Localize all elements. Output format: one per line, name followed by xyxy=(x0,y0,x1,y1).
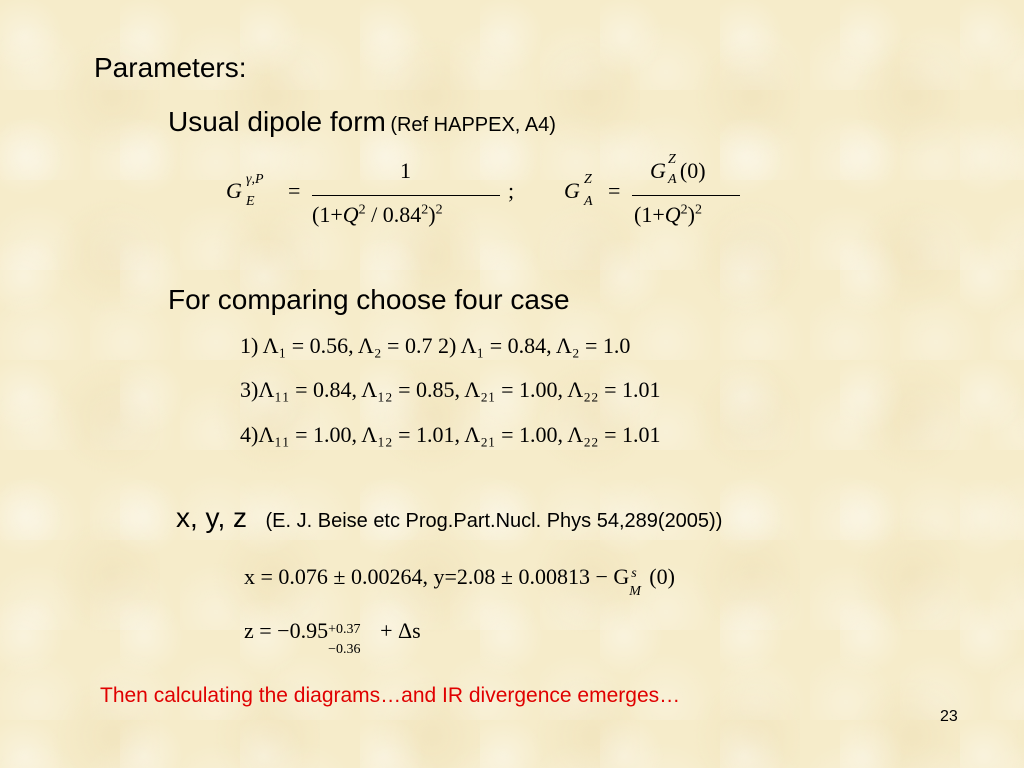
z-equation: z = −0.95 +0.37 −0.36 + Δs xyxy=(244,618,421,657)
ge-fraction-bar xyxy=(312,195,500,196)
ge-numerator: 1 xyxy=(400,158,411,183)
slide-heading: Parameters: xyxy=(94,52,247,83)
ga-fraction-bar xyxy=(632,195,740,196)
ge-semicolon: ; xyxy=(508,178,515,203)
xyz-reference: (E. J. Beise etc Prog.Part.Nucl. Phys 54,289(2005)) xyxy=(265,510,723,532)
xyz-line xyxy=(176,502,722,534)
ge-lhs: G γ,P E xyxy=(226,172,264,209)
dipole-title: Usual dipole form xyxy=(168,106,386,137)
ge-denominator: $(1+Q^2 / 0.84^2)^2$ xyxy=(312,202,443,227)
case-line-1: 1) Λ₁ = 0.56, Λ₂ = 0.7 2) Λ₁ = 0.84, Λ₂ = 1.0 xyxy=(240,333,631,358)
case-line-2: 3)Λ₁₁ = 0.84, Λ₁₂ = 0.85, Λ₂₁ = 1.00, Λ₂₂ = 1.01 xyxy=(240,377,661,402)
xyz-label: x, y, z xyxy=(176,502,248,533)
footer-note: Then calculating the diagrams…and IR divergence emerges… xyxy=(100,684,681,707)
case-line-3: 4)Λ₁₁ = 1.00, Λ₁₂ = 1.01, Λ₂₁ = 1.00, Λ₂₂ = 1.01 xyxy=(240,422,661,447)
ga-equals: = xyxy=(608,178,621,203)
ge-equals: = xyxy=(288,178,301,203)
ga-formula xyxy=(564,152,754,238)
x-y-equation: x = 0.076 ± 0.00264, y=2.08 ± 0.00813 − G s M (0) xyxy=(244,564,675,599)
ga-lhs: G Z A xyxy=(564,172,593,209)
dipole-reference: (Ref HAPPEX, A4) xyxy=(390,114,556,136)
dipole-title-line xyxy=(168,106,556,138)
page-number: 23 xyxy=(940,708,958,725)
compare-title: For comparing choose four case xyxy=(168,284,570,315)
ga-denominator: $(1+Q^2)^2$ xyxy=(634,202,702,227)
ge-formula xyxy=(226,158,526,238)
ga-numerator: G Z A (0) xyxy=(650,152,706,187)
